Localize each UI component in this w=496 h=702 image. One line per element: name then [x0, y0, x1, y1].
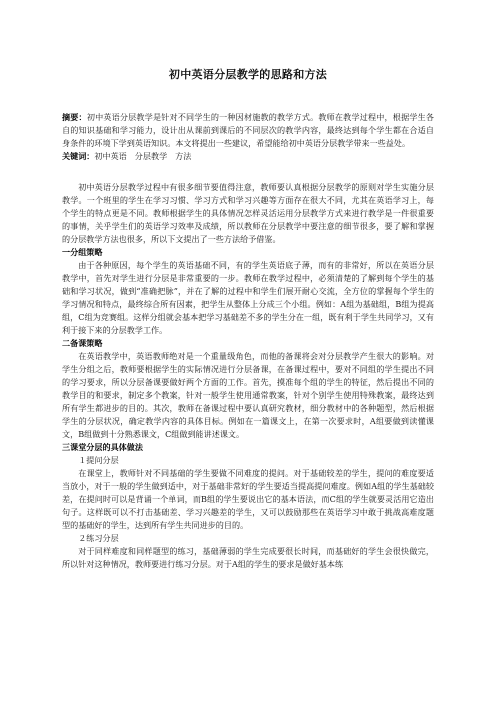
- subsection-title: ２练习分层: [78, 533, 119, 543]
- body-paragraph: 由于各种原因，每个学生的英语基础不同，有的学生英语底子薄，而有的非常好，所以在英语分层教学中，首先对学生进行分层是非常重要的一步。教师在教学过程中，必须清楚的了解到每个学生的基础和学习状况，做到“准确把脉”，并在了解的过程中和学生们展开耐心交流，全方位的掌握每个学生的学习情况和特点，最终综合所有因素，把学生从整体上分成三个小组。例如：A组为基础组，B组为提高组，C组为竞赛组。这样分组就会基本把学习基础差不多的学生分在一组，既有利于学生共同学习，又有利于接下来的分层教学工作。: [62, 260, 434, 335]
- body-paragraph: 在英语教学中，英语教师绝对是一个重量级角色，而他的备课将会对分层教学产生很大的影响。对学生分组之后，教师要根据学生的实际情况进行分层备课，在备课过程中，要对不同组的学生提出不同的学习要求，所以分层备课要做好两个方面的工作。首先，摸准每个组的学生的特征，然后提出不同的教学目的和要求，制定多个教案，针对一般学生使用通常教案，针对个别学生使用特殊教案，最终达到所有学生都进步的目的。其次，教师在备课过程中要认真研究教材，细分教材中的各种题型，然后根据学生的分层状况，确定教学内容的具体目标。例如在一篇课文上，在第一次要求时，A组要做到读懂课文，B组做到十分熟悉课文，C组做到能讲述课文。: [62, 351, 434, 439]
- body-paragraph: 对于同样难度和同样题型的练习，基础薄弱的学生完成要很长时间，而基础好的学生会很快做完，所以针对这种情况，教师要进行练习分层。对于A组的学生的要求是做好基本练: [62, 546, 434, 569]
- abstract-paragraph: [62, 111, 434, 150]
- body-paragraph: 在课堂上，教师针对不同基础的学生要做不同难度的提问。对于基础较差的学生，提问的难度要适当放小，对于一般的学生做到适中，对于基础非常好的学生要适当提高提问难度。例如A组的学生基础较差，在提问时可以是背诵一个单词，而B组的学生要说出它的基本语法，而C组的学生就要灵活用它造出句子。这样既可以不打击基础差、学习兴趣差的学生，又可以鼓励那些在英语学习中敢于挑战高难度题型的基础好的学生，达到所有学生共同进步的目的。: [62, 468, 434, 530]
- keyword-item: 分层教学: [134, 151, 168, 161]
- keyword-item: 初中英语: [94, 151, 127, 161]
- document-page: [62, 60, 434, 571]
- keywords-label: 关键词：: [62, 151, 95, 161]
- abstract-text: 初中英语分层教学是针对不同学生的一种因材施教的教学方式。教师在教学过程中，根据学生各自的知识基础和学习能力，设计出从课前到课后的不同层次的教学内容，最终达到每个学生都在合适自身条件的环境下学到英语知识。本文将提出一些建议，希望能给初中英语分层教学带来一些益处。: [62, 112, 434, 148]
- intro-paragraph: 初中英语分层教学过程中有很多细节要值得注意，教师要认真根据分层教学的原则对学生实施分层教学。一个班里的学生在学习习惯、学习方式和学习兴趣等方面存在很大不同，尤其在英语学习上，每个学生的特点更是不同。教师根据学生的具体情况怎样灵活运用分层教学方式来进行教学是一件很重要的事情，关乎学生们的英语学习效率及成绩，所以教师在分层教学中要注意的细节很多，要了解和掌握的分层教学方法也很多，所以下文提出了一些方法给予借鉴。: [62, 182, 434, 244]
- section-heading: 三课堂分层的具体做法: [62, 442, 143, 452]
- subsection-title: １提问分层: [78, 455, 119, 465]
- section-heading: 二备课策略: [62, 338, 103, 348]
- abstract-label: 摘要：: [62, 112, 87, 122]
- keyword-item: 方法: [175, 151, 192, 161]
- section-heading: 一分组策略: [62, 247, 103, 257]
- keywords-line: [62, 150, 434, 163]
- document-title: 初中英语分层教学的思路和方法: [168, 68, 328, 81]
